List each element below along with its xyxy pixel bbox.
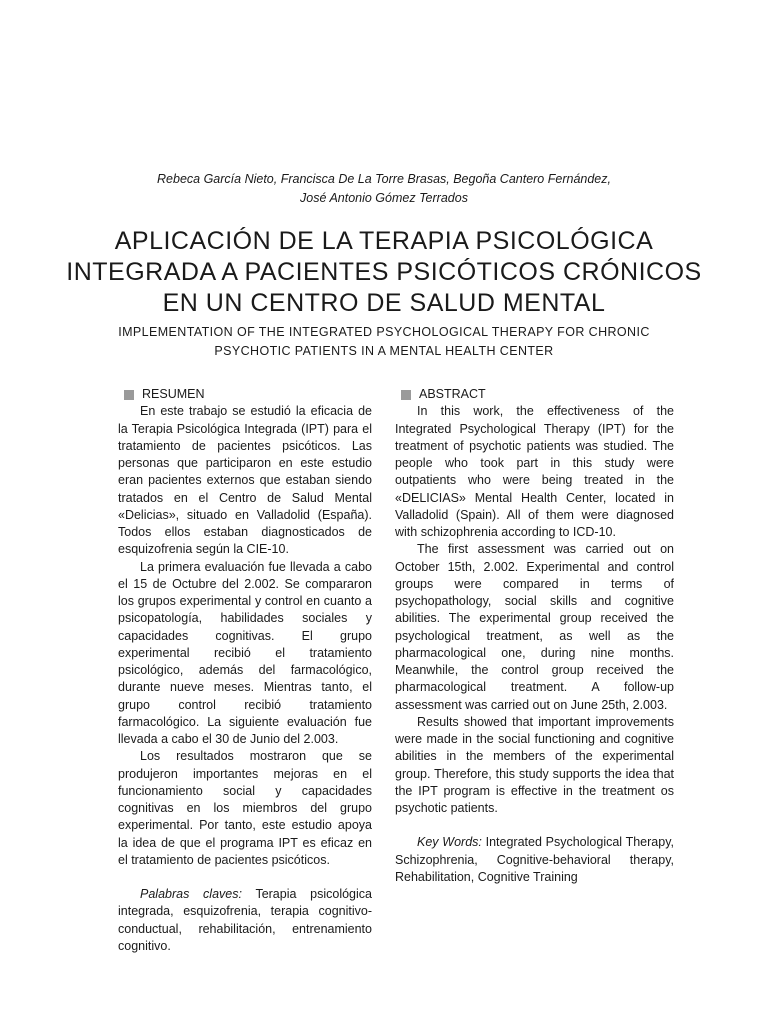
author-line-1: Rebeca García Nieto, Francisca De La Torre Brasas, Begoña Cantero Fernández, <box>157 172 611 186</box>
abstract-keywords-text: Integrated Psychological Therapy, Schizophrenia, Cognitive-behavioral therapy, Rehabilitation, Cognitive Training <box>395 835 674 884</box>
resumen-paragraph-3: Los resultados mostraron que se produjeron importantes mejoras en el funcionamiento social y capacidades cognitivas en los miembros del grupo experimental. Por tanto, este estudio apoya la idea de que el programa IPT es eficaz en el tratamiento de pacientes psicóticos. <box>118 749 372 867</box>
abstract-keywords-label: Key Words: <box>417 835 482 850</box>
resumen-keywords <box>118 886 372 955</box>
resumen-paragraph-1: En este trabajo se estudió la eficacia de la Terapia Psicológica Integrada (IPT) para el tratamiento de pacientes psicóticos. Las personas que participaron en este estudio eran pacientes externos que estaban siendo tratados en el Centro de Salud Mental «Delicias», situado en Valladolid (España). Todos ellos estaban diagnosticados de esquizofrenia según la CIE-10. <box>118 404 372 557</box>
title-line-1: APLICACIÓN DE LA TERAPIA PSICOLÓGICA <box>114 227 654 255</box>
abstract-paragraph-2: The first assessment was carried out on October 15th, 2.002. Experimental and control groups were compared in terms of psychopathology, social skills and cognitive abilities. The experimental group received the psychological treatment, as well as the pharmacological one, during nine months. Meanwhile, the control group received the pharmacological treatment. A follow-up assessment was carried out on June 25th, 2.003. <box>395 542 674 712</box>
abstract-paragraph-1: In this work, the effectiveness of the Integrated Psychological Therapy (IPT) for the treatment of psychotic patients was studied. The people who took part in this study were outpatients who were being treated in the «DELICIAS» Mental Health Center, located in Valladolid (Spain). All of them were diagnosed with schizophrenia according to ICD-10. <box>395 404 674 539</box>
english-title-line-2: PSYCHOTIC PATIENTS IN A MENTAL HEALTH CENTER <box>214 344 554 358</box>
title-line-2: INTEGRADA A PACIENTES PSICÓTICOS CRÓNICOS <box>66 258 702 286</box>
english-title-line-1: IMPLEMENTATION OF THE INTEGRATED PSYCHOLOGICAL THERAPY FOR CHRONIC <box>118 325 650 339</box>
abstract-paragraph-3: Results showed that important improvements were made in the social functioning and cognitive abilities in the members of the experimental group. Therefore, this study supports the idea that the IPT program is effective in the treatment os psychotic patients. <box>395 714 674 815</box>
resumen-keywords-label: Palabras claves: <box>140 887 242 901</box>
abstract-heading <box>395 386 674 403</box>
author-list <box>60 170 708 208</box>
article-title <box>40 226 728 319</box>
abstract-column <box>395 386 674 886</box>
resumen-heading-label: RESUMEN <box>142 387 205 401</box>
resumen-paragraph-2: La primera evaluación fue llevada a cabo el 15 de Octubre del 2.002. Se compararon los grupos experimental y control en cuanto a psicopatología, habilidades sociales y capacidades cognitivas. El grupo experimental recibió el tratamiento psicológico, además del farmacológico, durante nueve meses. Mientras tanto, el grupo control recibió tratamiento farmacológico. La siguiente evaluación fue llevada a cabo el 30 de Junio del 2.003. <box>118 559 372 746</box>
abstract-keywords <box>395 834 674 886</box>
resumen-column <box>118 386 372 955</box>
section-marker-icon <box>401 390 411 400</box>
english-title <box>60 323 708 361</box>
abstract-heading-label: ABSTRACT <box>419 387 486 401</box>
title-line-3: EN UN CENTRO DE SALUD MENTAL <box>162 289 606 317</box>
section-marker-icon <box>124 390 134 400</box>
resumen-heading <box>118 386 372 403</box>
author-line-2: José Antonio Gómez Terrados <box>300 191 468 205</box>
resumen-keywords-text: Terapia psicológica integrada, esquizofrenia, terapia cognitivo-conductual, rehabilitación, entrenamiento cognitivo. <box>118 887 372 953</box>
